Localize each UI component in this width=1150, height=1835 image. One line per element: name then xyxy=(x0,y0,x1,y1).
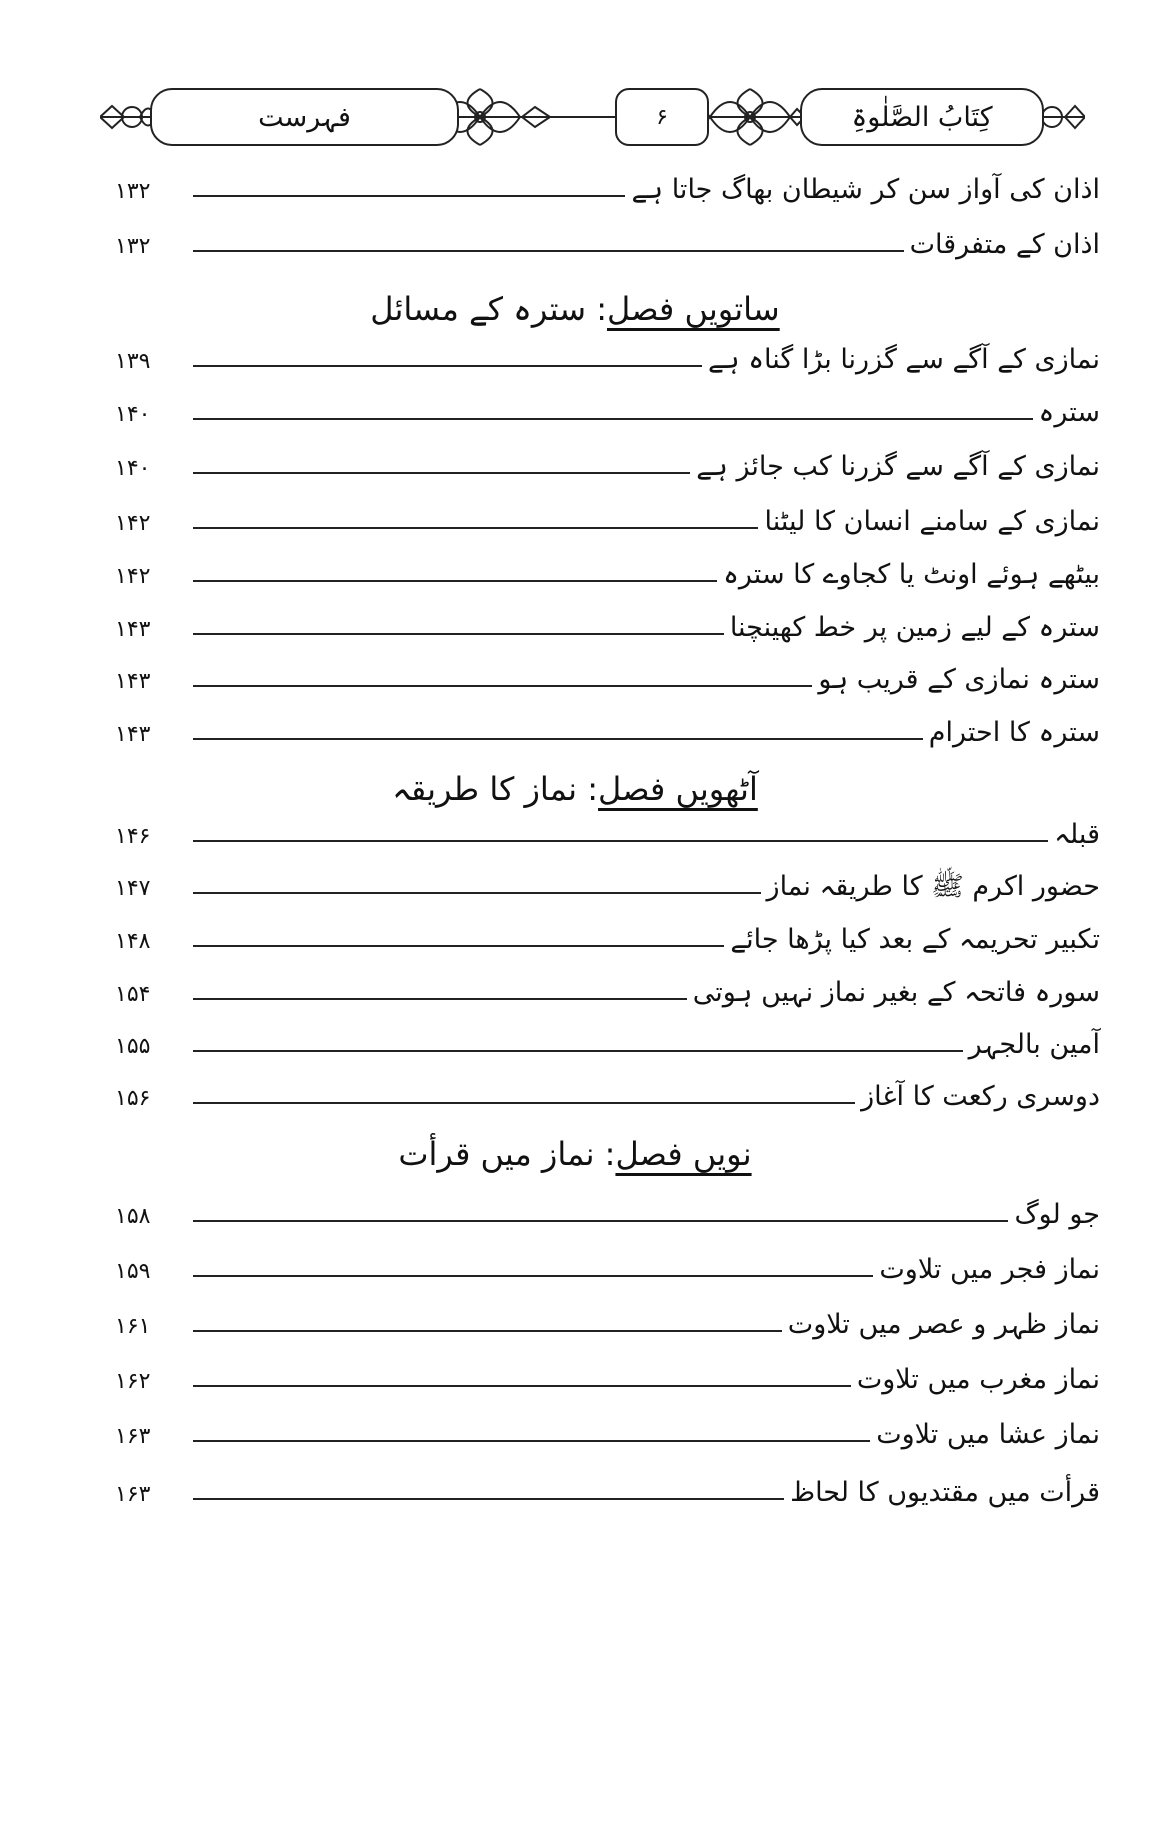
toc-entry xyxy=(115,1290,1100,1338)
entry-title: نمازی کے سامنے انسان کا لیٹنا xyxy=(764,506,1100,537)
entry-title: سترہ xyxy=(1038,397,1100,428)
leader-line xyxy=(193,1102,855,1104)
entry-title: نماز ظہر و عصر میں تلاوت xyxy=(787,1309,1100,1340)
entry-page: ۱۴۰ xyxy=(115,456,151,481)
leader-line xyxy=(193,1385,851,1387)
entry-page: ۱۳۲ xyxy=(115,234,151,259)
page-number-box xyxy=(615,88,709,146)
section-name: فہرست xyxy=(258,101,351,133)
section-label: آٹھویں فصل xyxy=(598,770,758,808)
leader-line xyxy=(193,580,717,582)
section-label: نویں فصل xyxy=(615,1135,752,1173)
toc-entry xyxy=(115,1345,1100,1393)
entry-page: ۱۴۷ xyxy=(115,876,151,901)
toc-entry xyxy=(115,1235,1100,1283)
leader-line xyxy=(193,527,758,529)
entry-title: سترہ کا احترام xyxy=(928,717,1100,748)
leader-line xyxy=(193,1275,873,1277)
toc-entry xyxy=(115,593,1100,641)
entry-page: ۱۴۸ xyxy=(115,929,151,954)
toc-entry xyxy=(115,1458,1100,1506)
section-label: ساتویں فصل xyxy=(607,290,780,328)
entry-title: نمازی کے آگے سے گزرنا بڑا گناہ ہے xyxy=(707,344,1100,375)
entry-page: ۱۵۶ xyxy=(115,1086,151,1111)
leader-line xyxy=(193,633,724,635)
entry-page: ۱۴۶ xyxy=(115,824,151,849)
entry-page: ۱۳۲ xyxy=(115,179,151,204)
leader-line xyxy=(193,892,761,894)
toc-entry xyxy=(115,1400,1100,1448)
toc-entry xyxy=(115,800,1100,848)
entry-title: اذان کی آواز سن کر شیطان بھاگ جاتا ہے xyxy=(631,174,1100,205)
toc-entry xyxy=(115,325,1100,373)
toc-entry xyxy=(115,1010,1100,1058)
leader-line xyxy=(193,418,1033,420)
entry-title: حضور اکرم ﷺ کا طریقہ نماز xyxy=(766,871,1100,902)
book-title: کِتَابُ الصَّلٰوۃِ xyxy=(851,101,993,133)
toc-entry xyxy=(115,1062,1100,1110)
section-heading: ساتویں فصل: سترہ کے مسائل xyxy=(370,290,780,328)
leader-line xyxy=(193,365,702,367)
toc-entry xyxy=(115,905,1100,953)
entry-title: سترہ کے لیے زمین پر خط کھینچنا xyxy=(729,612,1100,643)
page-header xyxy=(100,78,1085,156)
page-number: ۶ xyxy=(656,104,668,130)
entry-page: ۱۶۱ xyxy=(115,1314,151,1339)
leader-line xyxy=(193,250,904,252)
entry-page: ۱۵۴ xyxy=(115,982,151,1007)
leader-line xyxy=(193,1498,784,1500)
entry-title: نمازی کے آگے سے گزرنا کب جائز ہے xyxy=(696,451,1100,482)
entry-page: ۱۴۳ xyxy=(115,722,151,747)
entry-page: ۱۴۲ xyxy=(115,564,151,589)
leader-line xyxy=(193,1220,1008,1222)
entry-page: ۱۶۳ xyxy=(115,1424,151,1449)
section-heading: نویں فصل: نماز میں قرأت xyxy=(398,1135,752,1173)
entry-page: ۱۶۳ xyxy=(115,1482,151,1507)
toc-entry xyxy=(115,378,1100,426)
entry-title: بیٹھے ہوئے اونٹ یا کجاوے کا سترہ xyxy=(723,559,1100,590)
toc-entry xyxy=(115,1180,1100,1228)
leader-line xyxy=(193,195,625,197)
leader-line xyxy=(193,738,923,740)
toc-entry xyxy=(115,155,1100,203)
toc-entry xyxy=(115,487,1100,535)
entry-title: قرأت میں مقتدیوں کا لحاظ xyxy=(790,1477,1100,1508)
leader-line xyxy=(193,685,812,687)
leader-line xyxy=(193,472,690,474)
entry-page: ۱۴۳ xyxy=(115,617,151,642)
entry-title: نماز عشا میں تلاوت xyxy=(876,1419,1100,1450)
entry-page: ۱۴۲ xyxy=(115,511,151,536)
entry-page: ۱۵۹ xyxy=(115,1259,151,1284)
toc-entry xyxy=(115,645,1100,693)
toc-entry xyxy=(115,852,1100,900)
toc-entry xyxy=(115,958,1100,1006)
entry-title: نماز فجر میں تلاوت xyxy=(879,1254,1100,1285)
toc-entry xyxy=(115,432,1100,480)
leader-line xyxy=(193,840,1048,842)
leader-line xyxy=(193,998,687,1000)
entry-page: ۱۵۸ xyxy=(115,1204,151,1229)
section-heading-text: نماز کا طریقہ xyxy=(392,770,578,808)
section-heading-text: سترہ کے مسائل xyxy=(370,290,587,328)
leader-line xyxy=(193,1050,963,1052)
entry-title: تکبیر تحریمہ کے بعد کیا پڑھا جائے xyxy=(730,924,1100,955)
entry-title: جو لوگ xyxy=(1014,1199,1100,1230)
leader-line xyxy=(193,1440,870,1442)
entry-title: دوسری رکعت کا آغاز xyxy=(861,1081,1100,1112)
entry-title: قبلہ xyxy=(1054,819,1100,850)
entry-title: نماز مغرب میں تلاوت xyxy=(856,1364,1100,1395)
toc-entry xyxy=(115,698,1100,746)
entry-title: سورہ فاتحہ کے بغیر نماز نہیں ہوتی xyxy=(692,977,1100,1008)
book-title-box xyxy=(800,88,1044,146)
entry-title: سترہ نمازی کے قریب ہو xyxy=(818,664,1100,695)
leader-line xyxy=(193,1330,782,1332)
toc-entry xyxy=(115,210,1100,258)
entry-title: اذان کے متفرقات xyxy=(909,229,1100,260)
entry-page: ۱۵۵ xyxy=(115,1034,151,1059)
entry-page: ۱۶۲ xyxy=(115,1369,151,1394)
section-heading: آٹھویں فصل: نماز کا طریقہ xyxy=(392,770,758,808)
entry-page: ۱۴۰ xyxy=(115,402,151,427)
entry-title: آمین بالجہر xyxy=(968,1029,1100,1060)
entry-page: ۱۳۹ xyxy=(115,349,151,374)
leader-line xyxy=(193,945,724,947)
entry-page: ۱۴۳ xyxy=(115,669,151,694)
toc-entry xyxy=(115,540,1100,588)
section-heading-text: نماز میں قرأت xyxy=(398,1135,595,1173)
section-name-box xyxy=(150,88,459,146)
